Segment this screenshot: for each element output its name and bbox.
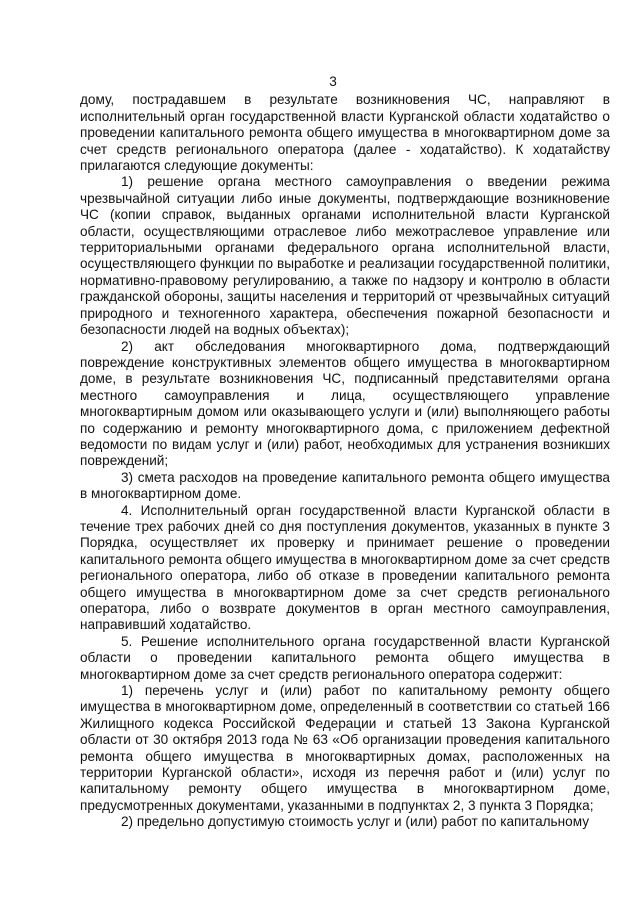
paragraph-section-5: 5. Решение исполнительного органа государственной власти Курганской области о проведении капитального ремонта общего имущества в многоквартирном доме за счет средств регионального оператора содержит: — [80, 633, 610, 682]
paragraph-section-5-item-2: 2) предельно допустимую стоимость услуг и (или) работ по капитальному — [121, 814, 590, 830]
paragraph-item-1-decision: 1) решение органа местного самоуправления о введении режима чрезвычайной ситуации либо иные документы, подтверждающие возникновение ЧС (копии справок, выданных органами исполнительной власти Курганской области, осуществляющими отраслевое либо межотраслевое управление или территориальными органами федерального органа исполнительной власти, осуществляющего функции по выработке и реализации государственной политики, нормативно-правовому регулированию, а также по надзору и контролю в области гражданской обороны, защиты населения и территорий от чрезвычайных ситуаций природного и техногенного характера, обеспечения пожарной безопасности и безопасности людей на водных объектах); — [80, 174, 610, 338]
document-page — [80, 74, 610, 831]
paragraph-intro-continuation: дому, пострадавшем в результате возникновения ЧС, направляют в исполнительный орган государственной власти Курганской области ходатайство о проведении капитального ремонта общего имущества в многоквартирном доме за счет средств регионального оператора (далее - ходатайство). К ходатайству прилагаются следующие документы: — [80, 92, 610, 174]
paragraph-section-4: 4. Исполнительный орган государственной власти Курганской области в течение трех рабочих дней со дня поступления документов, указанных в пункте 3 Порядка, осуществляет их проверку и принимает решение о проведении капитального ремонта общего имущества в многоквартирном доме за счет средств регионального оператора, либо об отказе в проведении капитального ремонта общего имущества в многоквартирном доме за счет средств регионального оператора, либо о возврате документов в орган местного самоуправления, направивший ходатайство. — [80, 502, 610, 633]
paragraph-item-2-inspection-act: 2) акт обследования многоквартирного дома, подтверждающий повреждение конструктивных элементов общего имущества в многоквартирном доме, в результате возникновения ЧС, подписанный представителями органа местного самоуправления и лица, осуществляющего управление многоквартирным домом или оказывающего услуги и (или) выполняющего работы по содержанию и ремонту многоквартирного дома, с приложением дефектной ведомости по видам услуг и (или) работ, необходимых для устранения возникших повреждений; — [80, 338, 610, 469]
paragraph-item-3-estimate: 3) смета расходов на проведение капитального ремонта общего имущества в многоквартирном доме. — [80, 469, 610, 502]
page-number: 3 — [329, 74, 337, 89]
paragraph-section-5-item-1: 1) перечень услуг и (или) работ по капитальному ремонту общего имущества в многоквартирном доме, определенный в соответствии со статьей 166 Жилищного кодекса Российской Федерации и статьей 13 Закона Курганской области от 30 октября 2013 года № 63 «Об организации проведения капитального ремонта общего имущества в многоквартирных домах, расположенных на территории Курганской области», исходя из перечня работ и (или) услуг по капитальному ремонту общего имущества в многоквартирном доме, предусмотренных документами, указанными в подпунктах 2, 3 пункта 3 Порядка; — [80, 683, 610, 813]
